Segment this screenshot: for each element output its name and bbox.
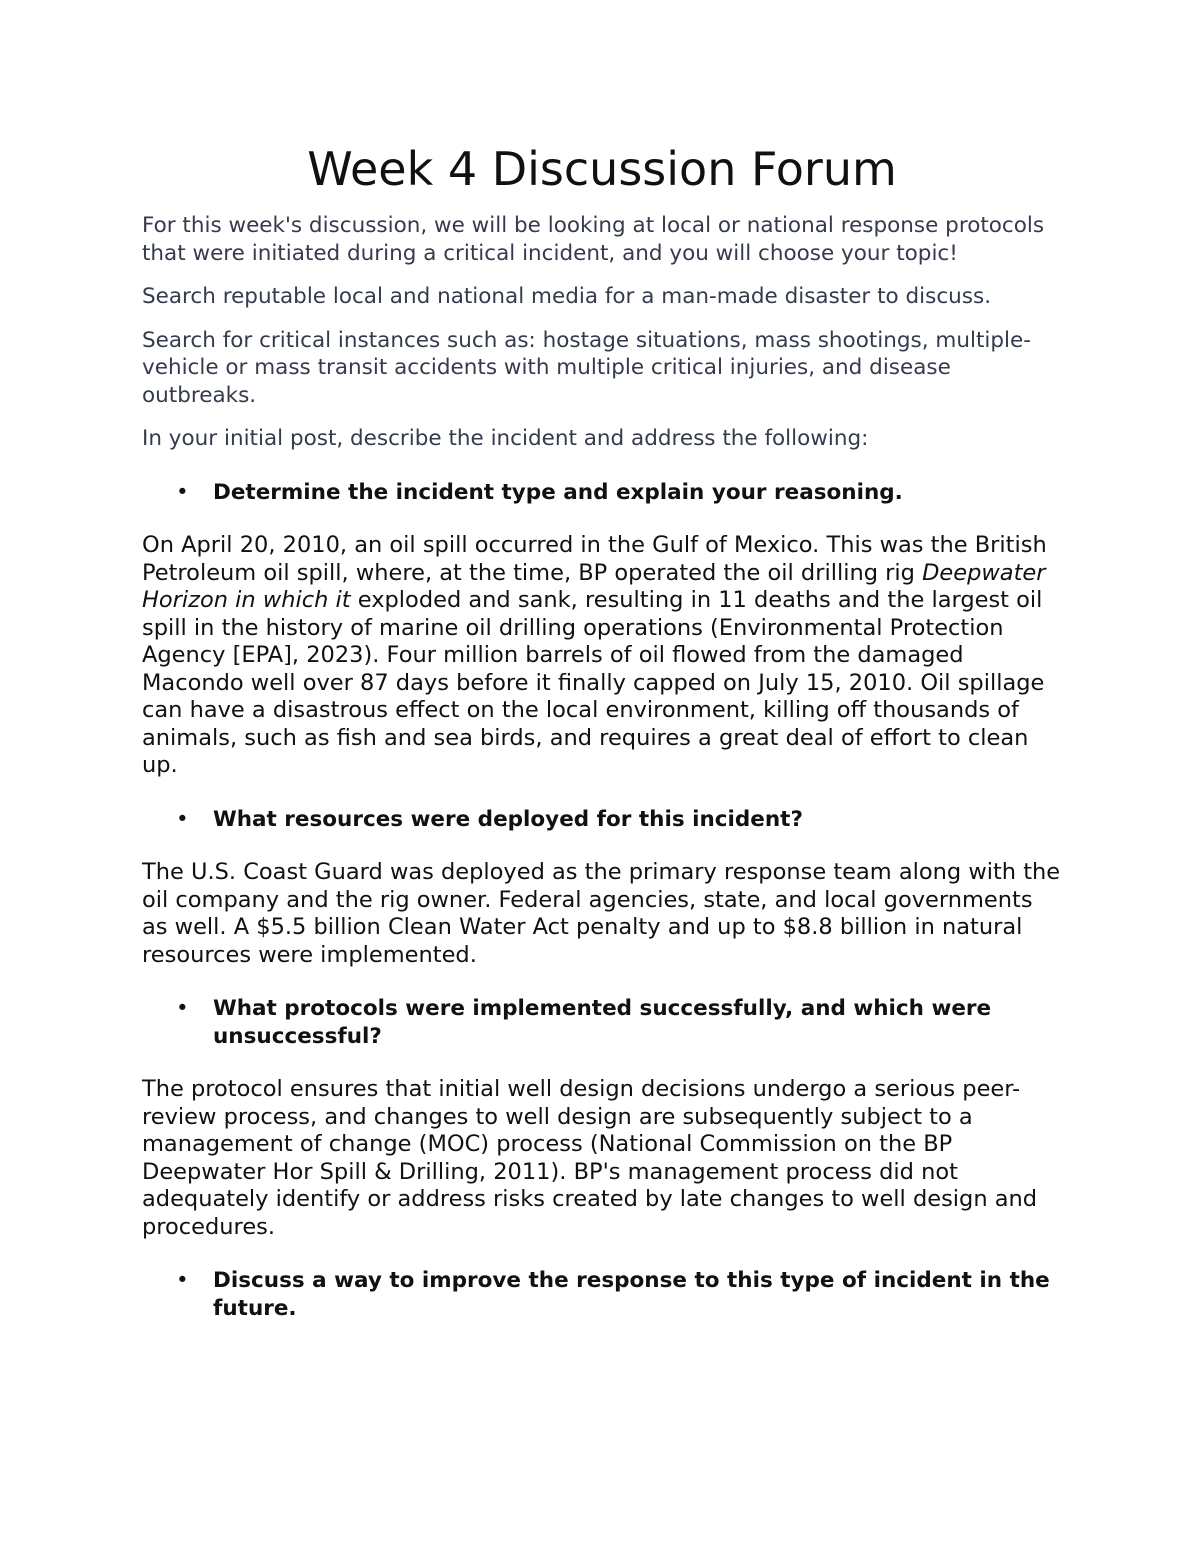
intro-paragraph: Search reputable local and national media for a man-made disaster to discuss. xyxy=(142,284,992,309)
answer-paragraph-2: The U.S. Coast Guard was deployed as the primary response team along with the oil company and the rig owner. Federal agencies, state, and local governments as well. A $5.5 billion Clean Water Act penalty and up to $8.8 billion in natural resources were implemented. xyxy=(142,859,1061,968)
bullet-icon: • xyxy=(176,479,189,505)
bullet-icon: • xyxy=(176,996,189,1021)
question-text: Determine the incident type and explain your reasoning. xyxy=(213,479,903,505)
bullet-icon: • xyxy=(176,1268,189,1293)
question-bullet-1 xyxy=(142,479,1062,507)
question-bullet-4 xyxy=(142,1267,1062,1322)
question-text: What protocols were implemented successfully, and which were unsuccessful? xyxy=(213,996,992,1049)
answer-paragraph-1 xyxy=(142,532,1062,780)
intro-paragraph: For this week's discussion, we will be looking at local or national response protocols that were initiated during a critical incident, and you will choose your topic! xyxy=(142,213,1045,266)
page-title: Week 4 Discussion Forum xyxy=(307,142,897,196)
answer-text: exploded and sank, resulting in 11 deaths and the largest oil spill in the history of marine oil drilling operations (Environmental Protection Agency [EPA], 2023). Four million barrels of oil flowed from the damaged Macondo well over 87 days before it finally capped on July 15, 2010. Oil spillage can have a disastrous effect on the local environment, killing off thousands of animals, such as fish and sea birds, and requires a great deal of effort to clean up. xyxy=(142,587,1045,778)
question-text: What resources were deployed for this incident? xyxy=(213,806,803,832)
answer-text: On April 20, 2010, an oil spill occurred in the Gulf of Mexico. This was the British Petroleum oil spill, where, at the time, BP operated the oil drilling rig xyxy=(142,532,1047,586)
question-bullet-3 xyxy=(142,995,1062,1050)
intro-paragraph: Search for critical instances such as: hostage situations, mass shootings, multiple-vehicle or mass transit accidents with multiple critical injuries, and disease outbreaks. xyxy=(142,327,1031,408)
document-page xyxy=(142,138,1062,1348)
bullet-icon: • xyxy=(176,806,189,832)
question-text: Discuss a way to improve the response to this type of incident in the future. xyxy=(213,1268,1050,1321)
answer-paragraph-3: The protocol ensures that initial well design decisions undergo a serious peer-review process, and changes to well design are subsequently subject to a management of change (MOC) process (National Commission on the BP Deepwater Hor Spill & Drilling, 2011). BP's management process did not adequately identify or address risks created by late changes to well design and procedures. xyxy=(142,1076,1038,1240)
answer-italic-text: Deepwater Horizon in which it xyxy=(142,559,1046,613)
intro-paragraph: In your initial post, describe the incident and address the following: xyxy=(142,426,869,451)
intro-section xyxy=(142,212,1062,453)
question-bullet-2 xyxy=(142,806,1062,834)
